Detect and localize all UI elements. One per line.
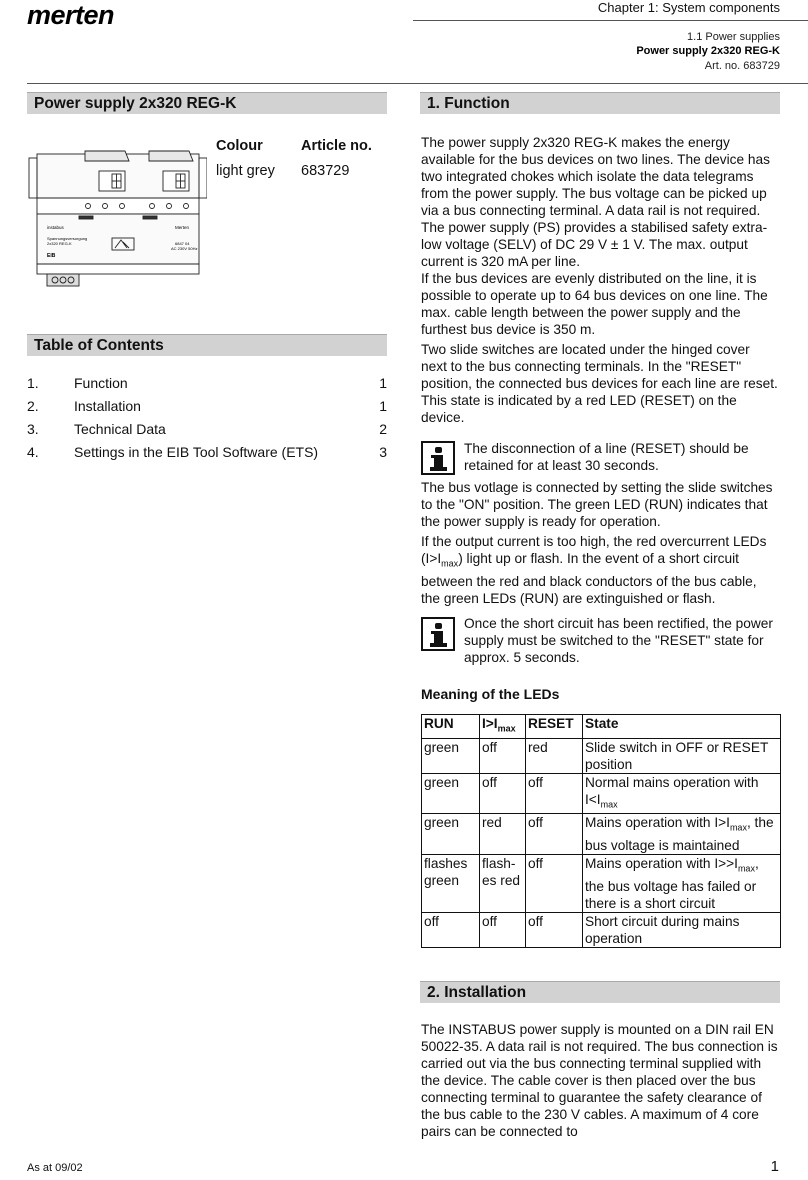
cell-run: flashes green xyxy=(422,855,480,913)
cell-imax: off xyxy=(480,738,526,773)
function-para-1: The power supply 2x320 REG-K makes the energy available for the bus devices on two lines. The device has two integrated chokes which isolate the data telegrams from the power supply. The bus voltage can be picked up via a bus connecting terminal. A data rail is not required. The power supply (PS) provides a stabilised safety extra-low voltage (SELV) of DC 29 V ± 1 V. The max. output current is 320 mA per line. xyxy=(421,135,770,269)
toc-number: 1. xyxy=(27,375,39,391)
toc-item[interactable] xyxy=(27,398,387,418)
toc-label: Technical Data xyxy=(74,421,166,437)
header-divider xyxy=(413,20,808,21)
table-row xyxy=(422,814,781,855)
cell-run: green xyxy=(422,773,480,814)
toc-page: 2 xyxy=(379,421,387,437)
state-sub: max xyxy=(737,863,755,874)
function-para-2: If the bus devices are evenly distributed on the line, it is possible to operate up to 64 bus devices on one line. The max. cable length between the power supply and the furthest bus device is 350 m. xyxy=(421,271,768,337)
note-reset-duration: The disconnection of a line (RESET) should be retained for at least 30 seconds. xyxy=(464,441,749,473)
para5-text-b: ) light up or flash. In the event of a short circuit between the red and black conductors of the bus cable, the green LEDs (RUN) are extinguished or flash. xyxy=(421,551,757,606)
product-name: Power supply 2x320 REG-K xyxy=(636,45,780,57)
function-para-5 xyxy=(421,533,779,607)
state-sub: max xyxy=(600,799,618,810)
device-desc-line1: Spannungsversorgung xyxy=(47,236,88,241)
leds-title: Meaning of the LEDs xyxy=(421,686,560,702)
state-text: Normal mains operation with I<I xyxy=(585,774,759,807)
cell-reset: red xyxy=(526,738,583,773)
device-maker-label: Merten xyxy=(175,225,190,230)
chapter-title: Chapter 1: System components xyxy=(597,0,780,15)
toc-page: 3 xyxy=(379,444,387,460)
device-drawing xyxy=(27,138,207,298)
info-icon xyxy=(421,441,455,475)
header-imax xyxy=(480,715,526,739)
merten-logo: merten xyxy=(27,0,115,30)
info-icon xyxy=(421,617,455,651)
state-text: Mains operation with I>>I xyxy=(585,856,738,872)
colour-value: light grey xyxy=(216,163,275,179)
state-text: Slide switch in OFF or RESET position xyxy=(585,739,769,772)
device-desc-line2: 2x320 REG-K xyxy=(47,241,72,246)
installation-para: The INSTABUS power supply is mounted on a DIN rail EN 50022-35. A data rail is not required. The bus connection is carried out via the bus connecting terminal supplied with the device. The cable cover is then placed over the bus connecting terminal to guarantee the safety clearance of the bus cable to the 230 V cables. A maximum of 4 core pairs can be connected to xyxy=(421,1022,778,1139)
colour-header: Colour xyxy=(216,138,263,154)
cell-state xyxy=(583,855,781,913)
article-header: Article no. xyxy=(301,138,372,154)
toc-number: 2. xyxy=(27,398,39,414)
toc-label: Installation xyxy=(74,398,141,414)
device-rating-line1: 6847 04 xyxy=(175,241,190,246)
toc-label: Settings in the EIB Tool Software (ETS) xyxy=(74,444,319,460)
toc-item[interactable] xyxy=(27,421,387,441)
table-row xyxy=(422,912,781,947)
function-para-3: Two slide switches are located under the hinged cover next to the bus connecting terminals. In the "RESET" position, the connected bus devices for each line are reset. This state is indicated by a red LED (RESET) on the device. xyxy=(421,342,778,425)
header-imax-text: I>I xyxy=(482,716,498,731)
function-para-4: The bus votlage is connected by setting the slide switches to the "ON" position. The green LED (RUN) indicates that the power supply is ready for operation. xyxy=(421,480,773,529)
toc-number: 3. xyxy=(27,421,39,437)
leds-table xyxy=(421,714,781,948)
state-sub: max xyxy=(729,823,747,834)
device-rating-line2: AC 230V 50Hz xyxy=(171,246,198,251)
footer-date: As at 09/02 xyxy=(27,1162,83,1174)
cell-state xyxy=(583,738,781,773)
toc-page: 1 xyxy=(379,375,387,391)
header-run: RUN xyxy=(422,715,480,739)
cell-imax: off xyxy=(480,773,526,814)
function-title-bar: 1. Function xyxy=(420,92,780,114)
table-row xyxy=(422,773,781,814)
cell-imax: off xyxy=(480,912,526,947)
cell-state xyxy=(583,814,781,855)
cell-run: green xyxy=(422,738,480,773)
toc-label: Function xyxy=(74,375,128,391)
state-tail: , the bus voltage is maintained xyxy=(585,815,774,854)
device-brand-label: instabus xyxy=(47,225,64,230)
cell-state xyxy=(583,912,781,947)
cell-reset: off xyxy=(526,814,583,855)
state-text: Mains operation with I>I xyxy=(585,815,730,831)
header-reset: RESET xyxy=(526,715,583,739)
cell-reset: off xyxy=(526,912,583,947)
cell-reset: off xyxy=(526,855,583,913)
toc-title-bar: Table of Contents xyxy=(27,334,387,356)
cell-run: green xyxy=(422,814,480,855)
product-title-bar: Power supply 2x320 REG-K xyxy=(27,92,387,114)
toc-page: 1 xyxy=(379,398,387,414)
para5-text-a: If the output current is too high, the red overcurrent LEDs (I>I xyxy=(421,534,767,566)
table-row xyxy=(422,738,781,773)
device-illustration xyxy=(27,138,207,298)
section-name: 1.1 Power supplies xyxy=(687,31,780,43)
cell-imax: red xyxy=(480,814,526,855)
header-imax-sub: max xyxy=(497,723,516,734)
toc-item[interactable] xyxy=(27,375,387,395)
cell-state xyxy=(583,773,781,814)
device-eib-label: EIB xyxy=(47,253,56,259)
header-rule xyxy=(27,83,808,84)
toc-item[interactable] xyxy=(27,444,387,464)
state-text: Short circuit during mains operation xyxy=(585,913,740,946)
page-number: 1 xyxy=(770,1158,779,1175)
article-number: Art. no. 683729 xyxy=(704,60,780,72)
header-state: State xyxy=(583,715,781,739)
toc-number: 4. xyxy=(27,444,39,460)
installation-title-bar: 2. Installation xyxy=(420,981,780,1003)
cell-reset: off xyxy=(526,773,583,814)
note-short-circuit: Once the short circuit has been rectified, the power supply must be switched to the "RESET" state for approx. 5 seconds. xyxy=(464,616,773,665)
table-row xyxy=(422,855,781,913)
cell-imax: flash-es red xyxy=(480,855,526,913)
cell-run: off xyxy=(422,912,480,947)
state-tail: , the bus voltage has failed or there is a short circuit xyxy=(585,856,759,911)
article-value: 683729 xyxy=(301,163,350,179)
leds-header-row xyxy=(422,715,781,739)
para5-subscript: max xyxy=(441,558,459,569)
